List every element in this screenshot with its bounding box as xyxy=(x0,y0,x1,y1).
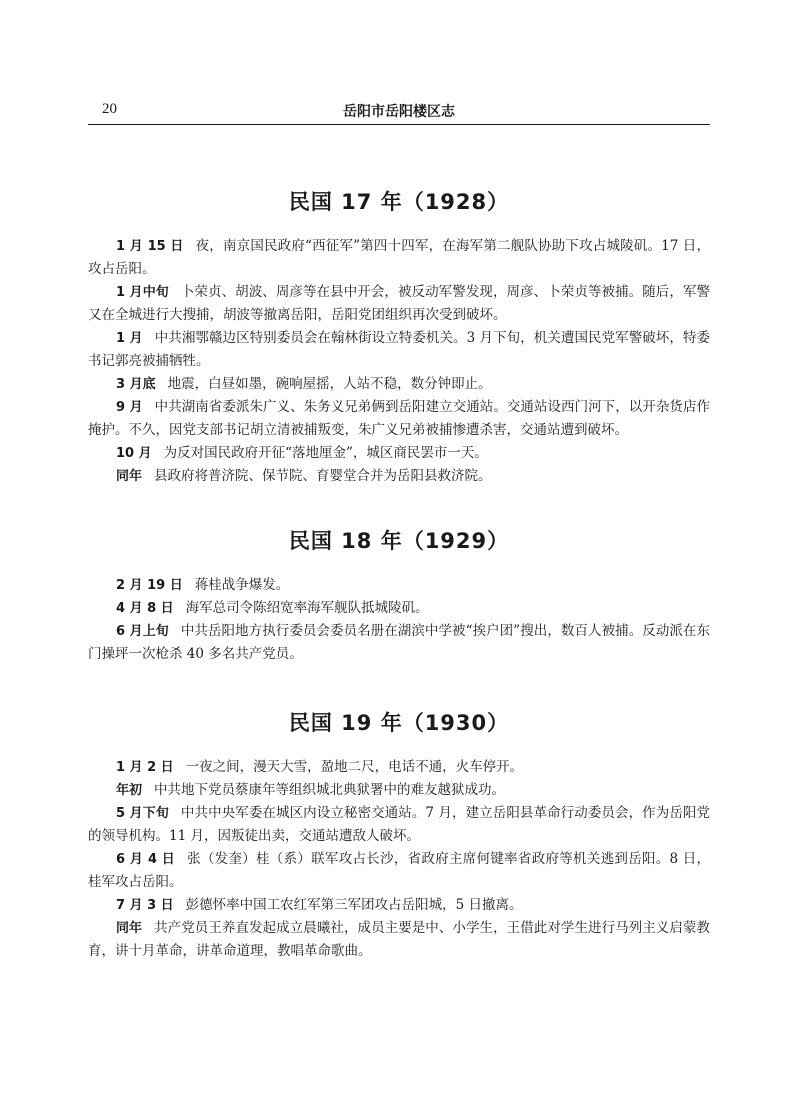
header-rule xyxy=(88,124,710,125)
entry-date: 2 月 19 日 xyxy=(116,578,183,593)
entry-text: 地震，白昼如墨，碗响屋摇，人站不稳，数分钟即止。 xyxy=(167,376,492,392)
entry-text: 中共湖南省委派朱广义、朱务义兄弟俩到岳阳建立交通站。交通站设西门河下，以开杂货店作掩护。不久，因党支部书记胡立清被捕叛变，朱广义兄弟被捕惨遭杀害，交通站遭到破坏。 xyxy=(88,399,711,438)
entry-text: 卜荣贞、胡波、周彦等在县中开会，被反动军警发现，周彦、卜荣贞等被捕。随后，军警又在全城进行大搜捕，胡波等撤离岳阳，岳阳党团组织再次受到破坏。 xyxy=(88,284,711,323)
chronicle-entry xyxy=(88,802,710,848)
entry-text: 彭德怀率中国工农红军第三军团攻占岳阳城，5 日撤离。 xyxy=(185,897,523,913)
entry-date: 9 月 xyxy=(116,400,143,415)
entry-date: 1 月中旬 xyxy=(116,285,169,300)
chronicle-entry xyxy=(88,327,710,373)
chronicle-entry xyxy=(88,620,710,666)
entry-text: 中共湘鄂赣边区特别委员会在翰林街设立特委机关。3 月下旬，机关遭国民党军警破坏，特委书记郭亮被捕牺牲。 xyxy=(88,330,710,369)
entry-text: 张（发奎）桂（系）联军攻占长沙，省政府主席何键率省政府等机关逃到岳阳。8 日，桂军攻占岳阳。 xyxy=(88,851,710,890)
chronicle-entry xyxy=(88,917,710,963)
page-header xyxy=(88,101,710,123)
chronicle-entry xyxy=(88,442,710,465)
section-1928 xyxy=(88,186,710,488)
entry-date: 6 月上旬 xyxy=(116,624,169,639)
chronicle-entry xyxy=(88,281,710,327)
chronicle-entry xyxy=(88,848,710,894)
page-number: 20 xyxy=(102,101,117,117)
chronicle-entry xyxy=(88,574,710,597)
entry-date: 10 月 xyxy=(116,446,152,461)
entry-date: 同年 xyxy=(116,921,143,936)
entry-date: 同年 xyxy=(116,469,143,484)
section-1930 xyxy=(88,707,710,963)
section-title: 民国 19 年（1930） xyxy=(288,711,510,735)
entry-date: 7 月 3 日 xyxy=(116,898,174,913)
chronicle-entry xyxy=(88,894,710,917)
entry-text: 中共地下党员蔡康年等组织城北典狱署中的难友越狱成功。 xyxy=(154,782,506,798)
entry-text: 海军总司令陈绍宽率海军舰队抵城陵矶。 xyxy=(185,600,429,616)
entry-date: 1 月 2 日 xyxy=(116,760,174,775)
entry-date: 5 月下旬 xyxy=(116,806,169,821)
entry-text: 蒋桂战争爆发。 xyxy=(194,577,290,593)
entry-date: 4 月 8 日 xyxy=(116,601,174,616)
entry-date: 3 月底 xyxy=(116,377,156,392)
entry-text: 中共岳阳地方执行委员会委员名册在湖滨中学被“挨户团”搜出，数百人被捕。反动派在东门操坪一次枪杀 40 多名共产党员。 xyxy=(88,623,710,662)
entry-text: 夜，南京国民政府“西征军”第四十四军，在海军第二舰队协助下攻占城陵矶。17 日，攻占岳阳。 xyxy=(88,238,710,277)
chronicle-entry xyxy=(88,779,710,802)
entry-text: 县政府将普济院、保节院、育婴堂合并为岳阳县救济院。 xyxy=(154,468,492,484)
entry-date: 1 月 xyxy=(116,331,143,346)
section-title: 民国 17 年（1928） xyxy=(288,190,510,214)
entry-date: 6 月 4 日 xyxy=(116,852,176,867)
chronicle-entry xyxy=(88,597,710,620)
entry-text: 共产党员王养直发起成立晨曦社，成员主要是中、小学生，王借此对学生进行马列主义启蒙教育，讲十月革命，讲革命道理，教唱革命歌曲。 xyxy=(88,920,710,959)
section-title: 民国 18 年（1929） xyxy=(288,529,510,553)
entry-date: 年初 xyxy=(116,783,143,798)
entry-text: 为反对国民政府开征“落地厘金”，城区商民罢市一天。 xyxy=(163,445,488,461)
chronicle-entry xyxy=(88,465,710,488)
chronicle-entry xyxy=(88,396,710,442)
entry-date: 1 月 15 日 xyxy=(116,239,184,254)
chronicle-entry xyxy=(88,235,710,281)
book-title: 岳阳市岳阳楼区志 xyxy=(343,104,455,120)
entry-text: 中共中央军委在城区内设立秘密交通站。7 月，建立岳阳县革命行动委员会，作为岳阳党的领导机构。11 月，因叛徒出卖，交通站遭敌人破坏。 xyxy=(88,805,710,844)
entry-text: 一夜之间，漫天大雪，盈地二尺，电话不通，火车停开。 xyxy=(185,759,524,775)
chronicle-entry xyxy=(88,756,710,779)
section-1929 xyxy=(88,525,710,666)
chronicle-entry xyxy=(88,373,710,396)
